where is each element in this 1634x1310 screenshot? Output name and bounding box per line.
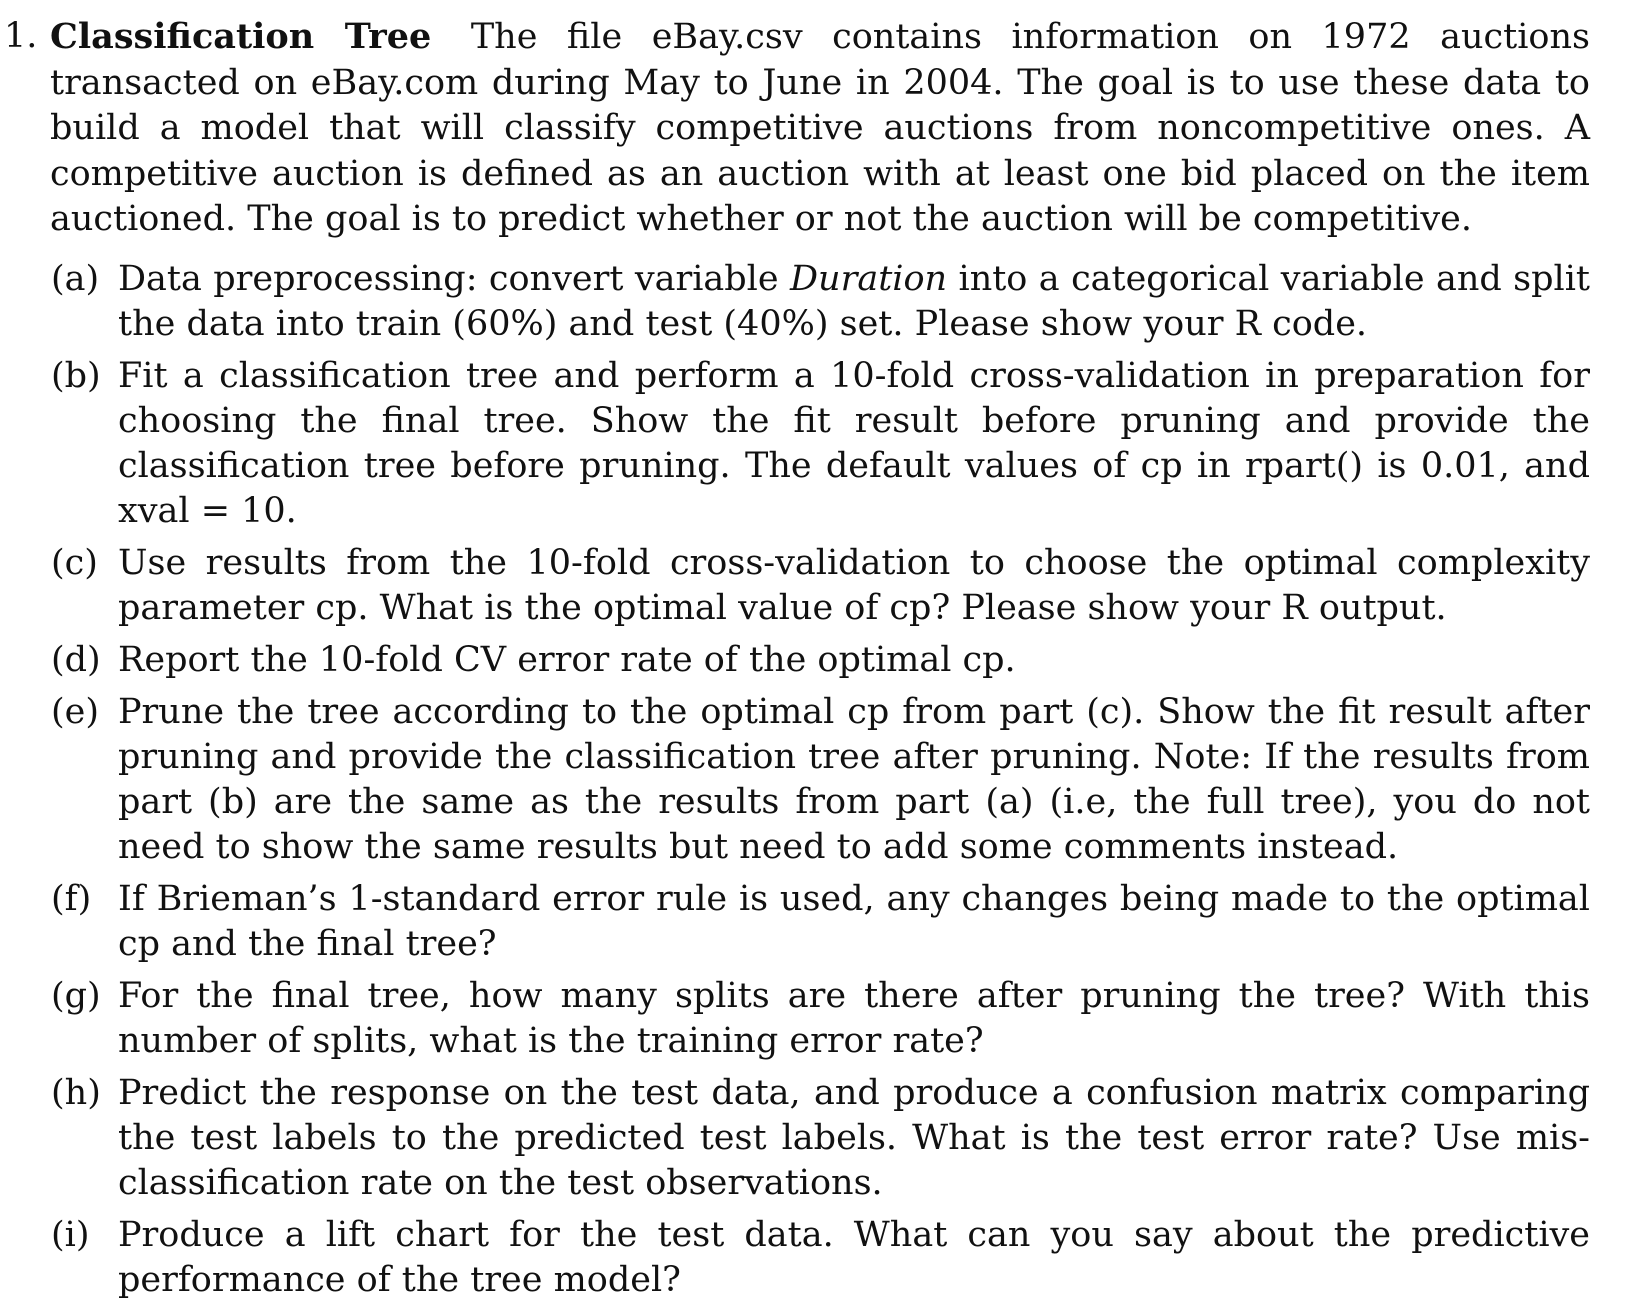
subquestion-c — [0, 541, 1590, 631]
subquestion-label: (b) — [51, 355, 101, 396]
subquestion-text: If Brieman’s 1-standard error rule is used, any changes being made to the optimal cp and the final tree? — [118, 878, 1590, 964]
subquestion-label: (e) — [51, 691, 100, 732]
problem-statement — [0, 14, 1590, 243]
subquestion-label: (f) — [51, 878, 92, 919]
subquestion-g — [0, 974, 1590, 1064]
subquestion-text: Fit a classification tree and perform a 10-fold cross-validation in preparation for choosing the final tree. Show the fit result before pruning and provide the classification tree before pruning. The default values of cp in rpart() is 0.01, and xval = 10. — [118, 355, 1590, 531]
subquestion-label: (i) — [51, 1214, 90, 1255]
problem-intro: The file eBay.csv contains information on 1972 auctions transacted on eBay.com during May to June in 2004. The goal is to use these data to build a model that will classify competitive auctions from noncompetitive ones. A competitive auction is defined as an auction with at least one bid placed on the item auctioned. The goal is to predict whether or not the auction will be competitive. — [50, 17, 1590, 239]
subquestion-text: Report the 10-fold CV error rate of the optimal cp. — [118, 639, 1016, 680]
problem-1 — [0, 14, 1590, 1310]
subquestion-h — [0, 1071, 1590, 1206]
subquestion-label: (h) — [51, 1072, 101, 1113]
subquestion-text: Predict the response on the test data, and produce a confusion matrix comparing the test labels to the predicted test labels. What is the test error rate? Use mis-classification rate on the test observations. — [118, 1072, 1590, 1203]
subquestion-text: Data preprocessing: convert variable — [118, 258, 790, 299]
subquestion-list — [0, 257, 1590, 1303]
subquestion-label: (d) — [51, 639, 101, 680]
subquestion-e — [0, 690, 1590, 870]
subquestion-label: (a) — [51, 258, 100, 299]
subquestion-a — [0, 257, 1590, 347]
subquestion-text: For the final tree, how many splits are there after pruning the tree? With this number of splits, what is the training error rate? — [118, 975, 1590, 1061]
subquestion-text: Produce a lift chart for the test data. What can you say about the predictive performance of the tree model? — [118, 1214, 1590, 1300]
problem-title: Classification Tree — [50, 16, 432, 57]
subquestion-label: (g) — [51, 975, 101, 1016]
problem-number: 1. — [4, 16, 38, 56]
subquestion-label: (c) — [51, 542, 98, 583]
subquestion-b — [0, 354, 1590, 534]
subquestion-f — [0, 877, 1590, 967]
subquestion-i — [0, 1213, 1590, 1303]
subquestion-text: into a categorical variable and split the data into train (60%) and test (40%) set. Please show your R code. — [118, 258, 1590, 344]
subquestion-d — [0, 638, 1590, 683]
variable-name: Duration — [790, 258, 948, 299]
subquestion-text: Use results from the 10-fold cross-validation to choose the optimal complexity parameter cp. What is the optimal value of cp? Please show your R output. — [118, 542, 1590, 628]
subquestion-text: Prune the tree according to the optimal cp from part (c). Show the fit result after pruning and provide the classification tree after pruning. Note: If the results from part (b) are the same as the results from part (a) (i.e, the full tree), you do not need to show the same results but need to add some comments instead. — [118, 691, 1590, 867]
